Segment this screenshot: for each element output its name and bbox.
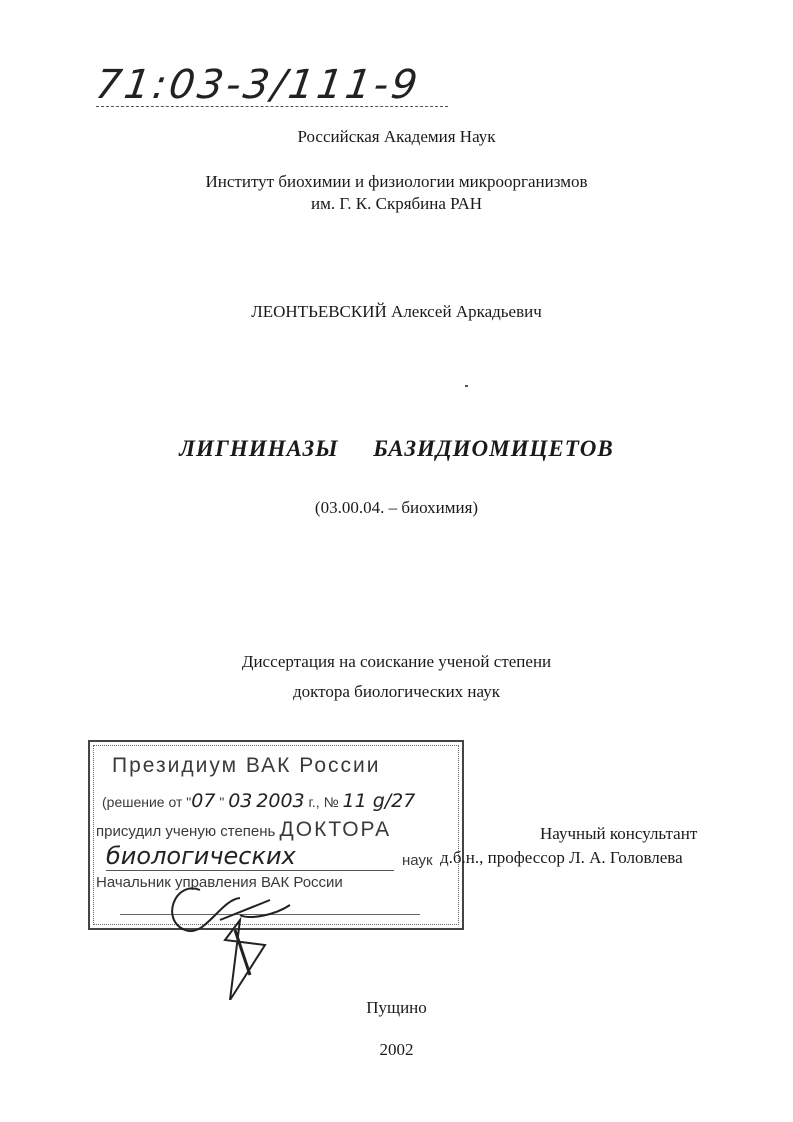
signature — [100, 860, 300, 1000]
city: Пущино — [366, 998, 427, 1017]
degree-line-1: Диссертация на соискание ученой степени — [241, 652, 552, 671]
stamp-day: 07 — [191, 790, 216, 812]
degree-line-2: доктора биологических наук — [293, 682, 500, 701]
academy-name: Российская Академия Наук — [297, 127, 496, 146]
author-name: ЛЕОНТЬЕВСКИЙ Алексей Аркадьевич — [251, 302, 542, 321]
stamp-nauk: наук — [402, 852, 433, 869]
stamp-chief: Начальник управления ВАК России — [96, 874, 343, 891]
stamp-awarded-line — [96, 818, 391, 842]
dissertation-title: ЛИГНИНАЗЫ БАЗИДИОМИЦЕТОВ — [179, 436, 614, 461]
year: 2002 — [379, 1040, 414, 1059]
stamp-quote: " — [219, 794, 225, 810]
stamp-heading: Президиум ВАК России — [112, 754, 381, 777]
stamp-suffix: г., № — [308, 794, 339, 810]
stamp-number: 11 g/27 — [342, 790, 416, 812]
stamp-decision-prefix: (решение от " — [102, 794, 192, 810]
stamp-year: 2003 — [256, 790, 305, 812]
stamp-awarded: присудил ученую степень — [96, 823, 276, 840]
stamp-month: 03 — [228, 790, 253, 812]
institute-line-2: им. Г. К. Скрябина РАН — [311, 194, 482, 213]
stamp-degree-word: ДОКТОРА — [279, 818, 392, 841]
institute-line-1: Институт биохимии и физиологии микроорганизмов — [205, 172, 588, 191]
archive-number: 71:03-3/111-9 — [92, 62, 424, 108]
speck — [465, 385, 468, 387]
specialty-code: (03.00.04. – биохимия) — [314, 498, 479, 517]
stamp-field-handwritten: биологических — [106, 842, 394, 871]
consultant-name: д.б.н., профессор Л. А. Головлева — [440, 848, 683, 867]
consultant-label: Научный консультант — [540, 824, 698, 843]
archive-underline — [96, 106, 448, 107]
stamp-decision-line — [102, 790, 415, 812]
